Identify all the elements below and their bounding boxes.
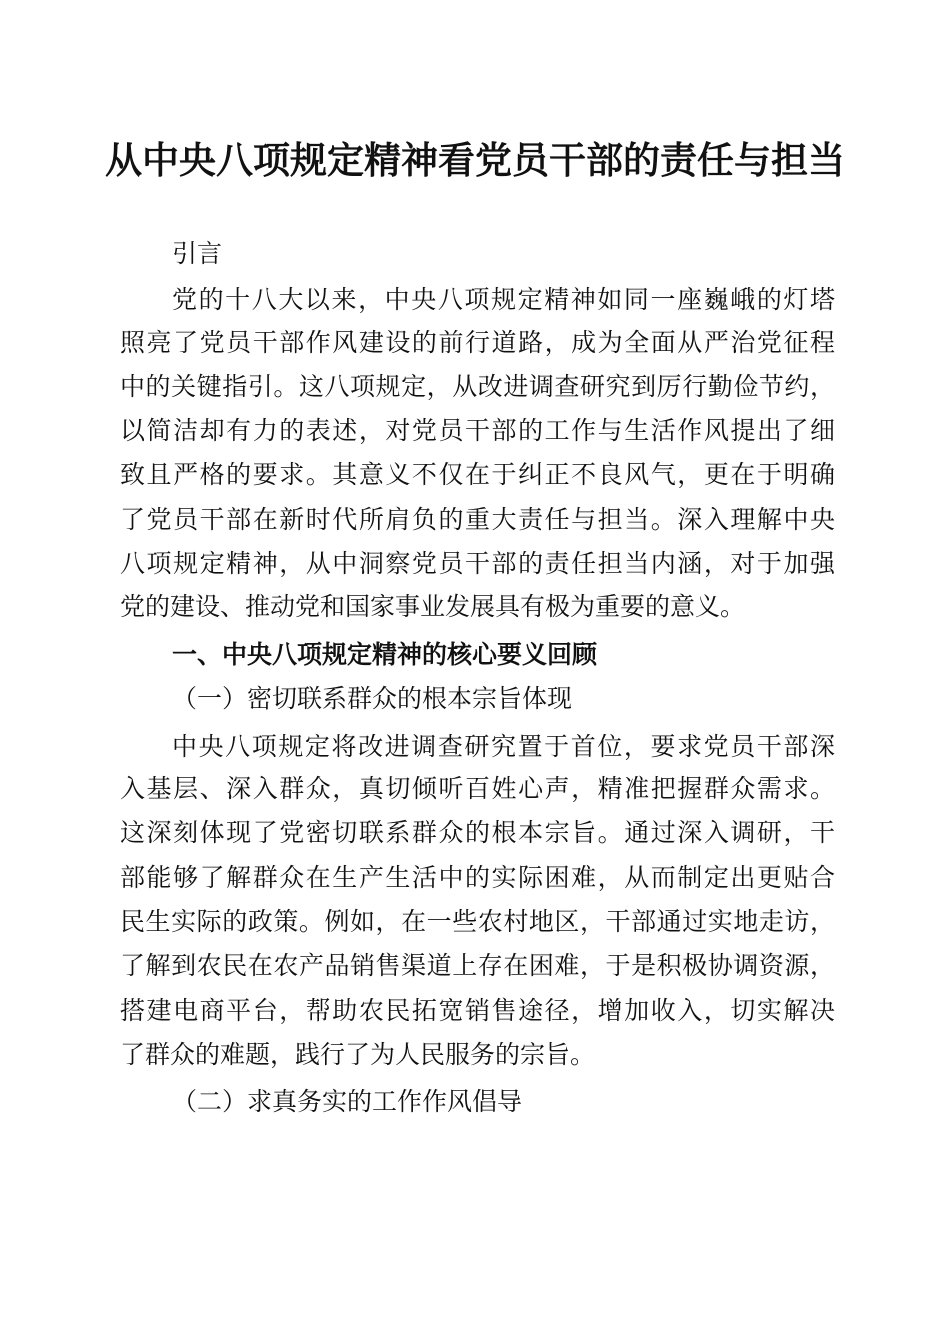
body-line: 了解到农民在农产品销售渠道上存在困难，于是积极协调资源， (120, 951, 835, 980)
intro-label: 引言 (172, 239, 223, 268)
subsection-heading: （二）求真务实的工作作风倡导 (172, 1087, 523, 1116)
document-title: 从中央八项规定精神看党员干部的责任与担当 (105, 138, 845, 182)
body-line: 部能够了解群众在生产生活中的实际困难，从而制定出更贴合 (120, 863, 835, 892)
intro-line: 党的十八大以来，中央八项规定精神如同一座巍峨的灯塔 (172, 285, 835, 314)
body-line: 中央八项规定将改进调查研究置于首位，要求党员干部深 (172, 732, 835, 761)
intro-line: 致且严格的要求。其意义不仅在于纠正不良风气，更在于明确 (120, 460, 835, 489)
subsection-heading: （一）密切联系群众的根本宗旨体现 (172, 684, 573, 713)
body-line: 民生实际的政策。例如，在一些农村地区，干部通过实地走访， (120, 907, 835, 936)
intro-line: 党的建设、推动党和国家事业发展具有极为重要的意义。 (120, 592, 746, 621)
section-heading: 一、中央八项规定精神的核心要义回顾 (172, 640, 598, 669)
intro-line: 以简洁却有力的表述，对党员干部的工作与生活作风提出了细 (120, 416, 835, 445)
intro-line: 中的关键指引。这八项规定，从改进调查研究到厉行勤俭节约， (120, 372, 835, 401)
body-line: 了群众的难题，践行了为人民服务的宗旨。 (120, 1040, 596, 1069)
intro-line: 了党员干部在新时代所肩负的重大责任与担当。深入理解中央 (120, 505, 835, 534)
body-line: 这深刻体现了党密切联系群众的根本宗旨。通过深入调研，干 (120, 818, 835, 847)
body-line: 搭建电商平台，帮助农民拓宽销售途径，增加收入，切实解决 (120, 996, 835, 1025)
intro-line: 八项规定精神，从中洞察党员干部的责任担当内涵，对于加强 (120, 549, 835, 578)
body-line: 入基层、深入群众，真切倾听百姓心声，精准把握群众需求。 (120, 774, 835, 803)
intro-line: 照亮了党员干部作风建设的前行道路，成为全面从严治党征程 (120, 328, 835, 357)
